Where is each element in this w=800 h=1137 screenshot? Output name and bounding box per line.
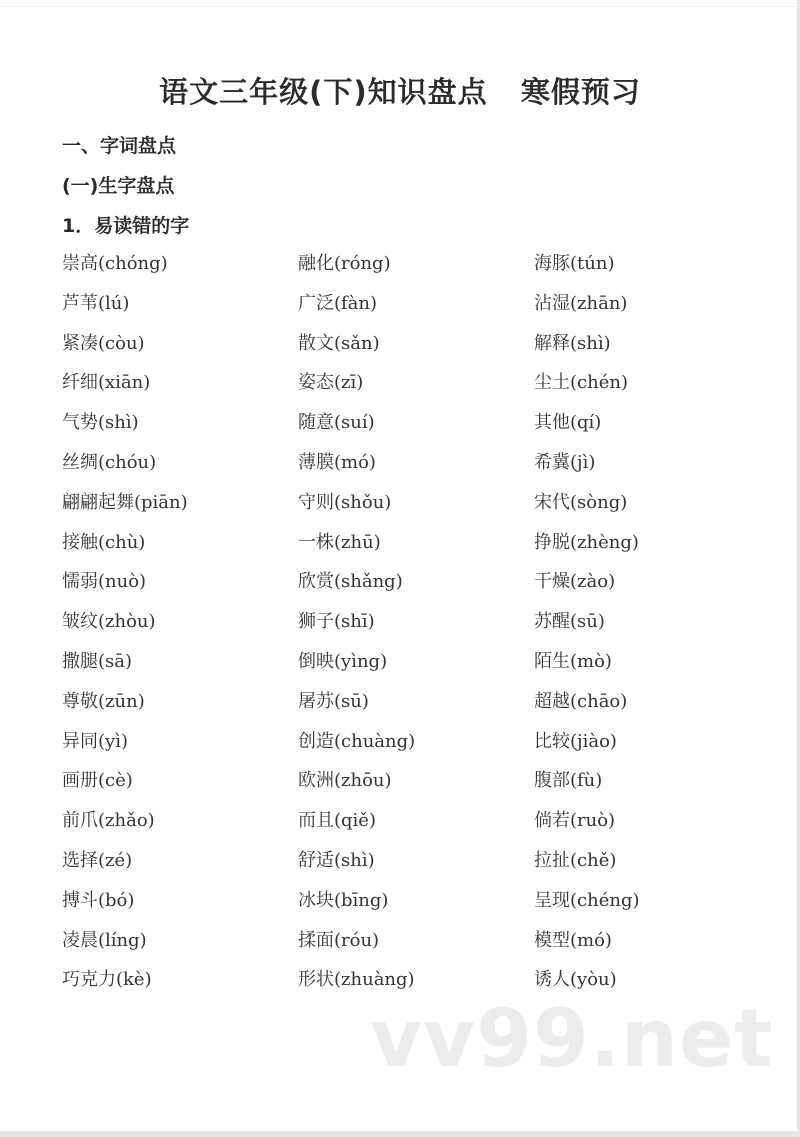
word-item: 皱纹(zhòu) (62, 611, 156, 633)
word-item: 屠苏(sū) (298, 690, 369, 712)
word-item: 前爪(zhǎo) (62, 810, 155, 832)
page-top-edge (0, 6, 800, 7)
word-item: 紧凑(còu) (62, 332, 145, 354)
page-bottom-edge (0, 1131, 800, 1137)
word-grid (62, 249, 722, 1005)
word-item: 拉扯(chě) (534, 849, 617, 871)
word-item: 翩翩起舞(piān) (62, 491, 188, 513)
word-item: 海豚(tún) (534, 253, 615, 274)
section-heading: 一、字词盘点 (62, 135, 177, 157)
word-item: 尘土(chén) (534, 372, 628, 394)
word-item: 冰块(bīng) (298, 889, 389, 911)
word-item: 比较(jiào) (534, 730, 617, 752)
word-item: 广泛(fàn) (298, 292, 378, 314)
word-item: 异同(yì) (62, 730, 128, 752)
subsection-heading: (一)生字盘点 (62, 175, 175, 197)
word-item: 腹部(fù) (534, 770, 603, 792)
word-item: 超越(chāo) (534, 690, 628, 712)
word-item: 芦苇(lú) (62, 292, 130, 314)
word-item: 希冀(jì) (534, 451, 596, 473)
document-title: 语文三年级(下)知识盘点 寒假预习 (159, 75, 641, 109)
word-item: 选择(zé) (62, 849, 133, 871)
word-item: 凌晨(líng) (62, 929, 147, 951)
word-item: 欧洲(zhōu) (298, 770, 392, 792)
word-item: 一株(zhū) (298, 531, 381, 553)
word-item: 倘若(ruò) (534, 810, 616, 832)
word-item: 诱人(yòu) (534, 969, 617, 991)
word-item: 守则(shǒu) (298, 491, 392, 513)
word-item: 形状(zhuàng) (298, 969, 415, 991)
word-item: 尊敬(zūn) (62, 690, 145, 712)
word-item: 沾湿(zhān) (534, 292, 628, 314)
word-item: 模型(mó) (534, 929, 612, 951)
word-item: 创造(chuàng) (298, 730, 416, 752)
word-item: 纤细(xiān) (62, 372, 151, 394)
word-item: 散文(sǎn) (298, 332, 380, 354)
word-item: 欣赏(shǎng) (298, 571, 403, 593)
list-heading: 1．易读错的字 (62, 215, 190, 237)
word-item: 解释(shì) (534, 332, 611, 354)
word-item: 倒映(yìng) (298, 650, 388, 672)
word-item: 融化(róng) (298, 253, 391, 274)
word-item: 舒适(shì) (298, 849, 375, 871)
word-item: 其他(qí) (534, 412, 602, 434)
word-item: 宋代(sòng) (534, 491, 628, 513)
word-item: 接触(chù) (62, 531, 146, 553)
watermark: vv99.net (370, 992, 774, 1085)
word-item: 画册(cè) (62, 770, 133, 792)
word-item: 崇高(chóng) (62, 253, 168, 274)
word-item: 干燥(zào) (534, 571, 616, 593)
word-item: 挣脱(zhèng) (534, 531, 639, 553)
word-item: 撒腿(sā) (62, 650, 133, 672)
word-item: 而且(qiě) (298, 810, 376, 832)
word-item: 呈现(chéng) (534, 889, 640, 911)
word-item: 巧克力(kè) (62, 969, 152, 991)
word-item: 揉面(róu) (298, 929, 380, 951)
word-item: 丝绸(chóu) (62, 451, 157, 473)
word-item: 随意(suí) (298, 412, 375, 434)
word-item: 姿态(zī) (298, 372, 364, 394)
word-item: 陌生(mò) (534, 650, 612, 672)
word-item: 狮子(shī) (298, 611, 375, 633)
word-item: 苏醒(sū) (534, 611, 605, 633)
word-item: 懦弱(nuò) (62, 571, 147, 593)
word-item: 气势(shì) (62, 412, 139, 434)
word-item: 搏斗(bó) (62, 889, 135, 911)
word-item: 薄膜(mó) (298, 451, 376, 473)
